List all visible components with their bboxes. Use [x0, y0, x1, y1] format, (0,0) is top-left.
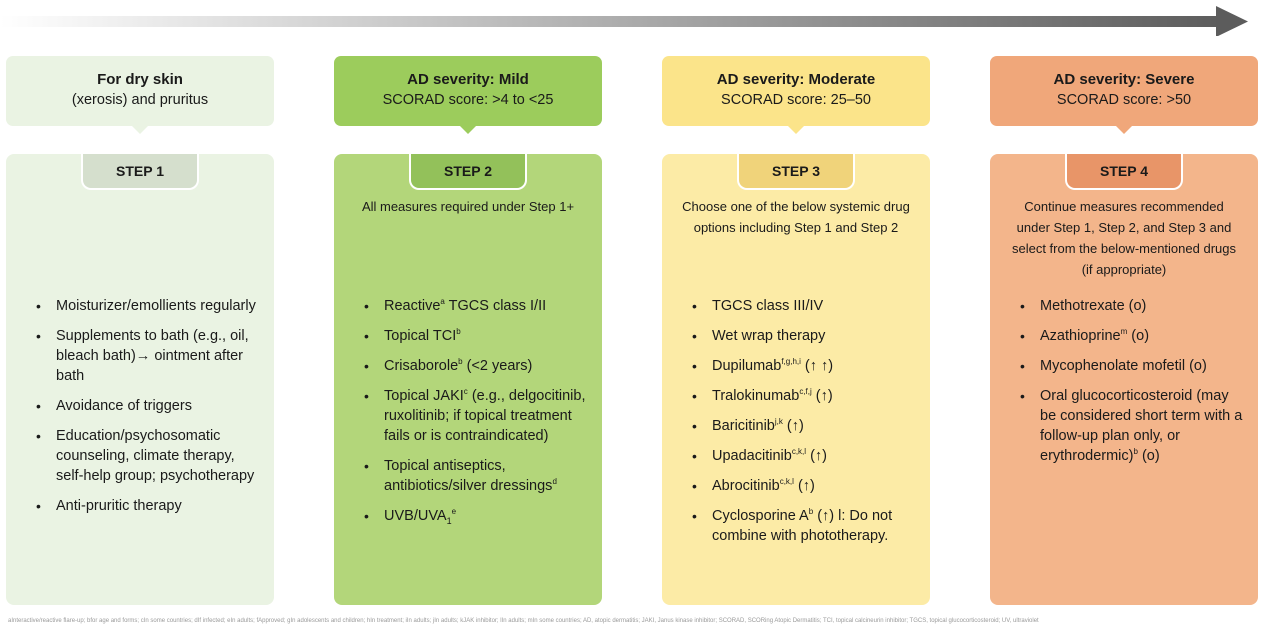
header-pointer	[460, 126, 476, 134]
step-label: STEP 1	[81, 154, 199, 190]
list-item: • Upadacitinib$^{c,k,l}$ (↑)	[662, 446, 930, 466]
header-title: AD severity: Mild	[407, 71, 529, 88]
list-item: • Oral glucocorticosteroid (may be considered short term with a follow-up plan only, or erythrodermic)$^b$ (o)	[990, 386, 1258, 466]
dry-skin-header	[6, 56, 274, 126]
step-label: STEP 4	[1065, 154, 1183, 190]
header-title: AD severity: Severe	[1053, 71, 1195, 88]
list-item: • Azathioprine$^m$ (o)	[990, 326, 1258, 346]
list-item: • Abrocitinib$^{c,k,l}$ (↑)	[662, 476, 930, 496]
list-item: • Topical TCI$^b$	[334, 326, 602, 346]
header-subtitle: (xerosis) and pruritus	[71, 92, 209, 108]
list-item: • Moisturizer/emollients regularly	[6, 296, 274, 316]
step-label: STEP 2	[409, 154, 527, 190]
measures-list	[6, 296, 274, 526]
measures-list	[662, 296, 930, 556]
list-item: • Supplements to bath (e.g., oil, bleach bath)→ ointment after bath	[6, 326, 274, 386]
step-4-column	[990, 56, 1258, 464]
step-2-box	[334, 154, 602, 605]
step-1-column	[6, 56, 274, 514]
list-item: • Wet wrap therapy	[662, 326, 930, 346]
step-description: Choose one of the below systemic drug options including Step 1 and Step 2	[682, 199, 910, 235]
list-item: • TGCS class III/IV	[662, 296, 930, 316]
header-subtitle: SCORAD score: 25–50	[721, 92, 871, 108]
mild-severity-header	[334, 56, 602, 126]
header-pointer	[1116, 126, 1132, 134]
list-item: • Reactive$^a$ TGCS class I/II	[334, 296, 602, 316]
list-item: • Topical antiseptics, antibiotics/silver dressings$^d$	[334, 456, 602, 496]
step-2-column	[334, 56, 602, 526]
list-item: • Anti-pruritic therapy	[6, 496, 274, 516]
header-pointer	[132, 126, 148, 134]
header-title: AD severity: Moderate	[716, 71, 876, 88]
severity-progression-arrow	[0, 6, 1264, 36]
list-item: • Education/psychosomatic counseling, climate therapy, self-help group; psychotherapy	[6, 426, 274, 486]
moderate-severity-header	[662, 56, 930, 126]
step-1-box	[6, 154, 274, 605]
step-label: STEP 3	[737, 154, 855, 190]
list-item: • UVB/$UVA_1^e$	[334, 506, 602, 531]
severe-severity-header	[990, 56, 1258, 126]
measures-list	[990, 296, 1258, 476]
list-item: • Baricitinib$^{j,k}$ (↑)	[662, 416, 930, 436]
step-3-column	[662, 56, 930, 544]
header-title: For dry skin	[97, 71, 183, 88]
header-subtitle: SCORAD score: >4 to <25	[382, 92, 554, 108]
step-description: All measures required under Step 1+	[361, 199, 575, 214]
step-description: Continue measures recommended under Step 1, Step 2, and Step 3 and select from the below-mentioned drugs (if appropriate)	[1011, 199, 1236, 277]
list-item: • Dupilumab$^{f,g,h,i}$ (↑ ↑)	[662, 356, 930, 376]
list-item: • Mycophenolate mofetil (o)	[990, 356, 1258, 376]
list-item: • Avoidance of triggers	[6, 396, 274, 416]
list-item: • Cyclosporine $A^b$ (↑) l: Do not combine with phototherapy.	[662, 506, 930, 546]
header-subtitle: SCORAD score: >50	[1056, 92, 1192, 108]
list-item: • Tralokinumab$^{c,f,j}$ (↑)	[662, 386, 930, 406]
footnote: aInteractive/reactive flare-up; bfor age and forms; cIn some countries; dIf infected; eIn adults; fApproved; gIn adolescents and children; hIn treatment; iIn adults; jIn adults; kJAK inhibitor; lIn adults; mIn some countries; AD, atopic dermatitis; JAKI, Janus kinase inhibitor; SCORAD, SCORing Atopic Dermatitis; TCI, topical calcineurin inhibitor; TGCS, topical glucocorticosteroid; UV, ultraviolet	[8, 618, 1039, 624]
step-4-box	[990, 154, 1258, 605]
step-3-box	[662, 154, 930, 605]
header-pointer	[788, 126, 804, 134]
measures-list	[334, 296, 602, 541]
list-item: • Topical JAKI$^c$ (e.g., delgocitinib, ruxolitinib; if topical treatment fails or is contraindicated)	[334, 386, 602, 446]
list-item: • Methotrexate (o)	[990, 296, 1258, 316]
list-item: • Crisaborole$^b$ (<2 years)	[334, 356, 602, 376]
